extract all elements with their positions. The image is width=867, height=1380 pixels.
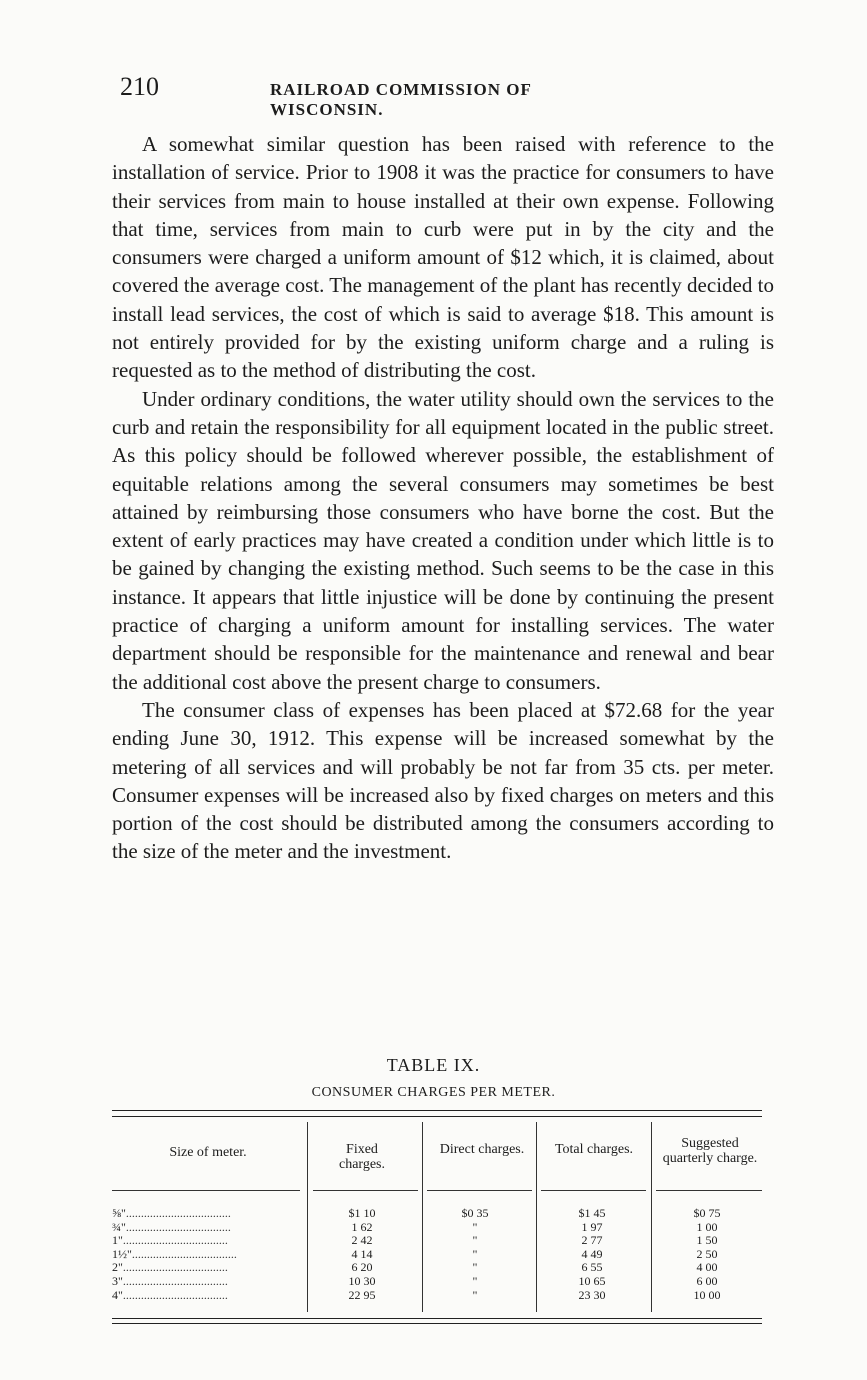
table-bottom-rule-outer (112, 1323, 762, 1324)
total-charge-cell: $1 45 (578, 1206, 606, 1220)
table-bottom-rule (112, 1318, 762, 1319)
direct-charge-cell: " (472, 1219, 478, 1234)
direct-charge-cell: " (472, 1273, 478, 1288)
paragraph-utility-ownership: Under ordinary conditions, the water utility should own the services to the curb and retain the responsibility for all equipment located in the public street. As this policy should be followed wherever possible, the establishment of equitable relations among the several consumers may sometimes be best attained by reimbursing those consumers who have borne the cost. But the extent of early practices may have created a condition under which little is to be gained by changing the existing method. Such seems to be the case in this instance. It appears that little injustice will be done by continuing the present practice of charging a uniform amount for installing services. The water department should be responsible for the maintenance and renewal and bear the additional cost above the present charge to consumers. (112, 386, 774, 694)
total-charge-cell: 1 97 (581, 1219, 603, 1234)
total-charge-cell: 6 55 (581, 1260, 603, 1275)
running-head: RAILROAD COMMISSION OF WISCONSIN. (270, 80, 532, 119)
body-text (112, 130, 774, 866)
column-divider (307, 1122, 308, 1312)
header-underline (656, 1190, 762, 1191)
meter-size: 1½" (112, 1247, 132, 1261)
column-header-direct: Direct charges. (439, 1142, 525, 1157)
table-row (112, 1207, 304, 1221)
dot-leader: ................................... (122, 1274, 228, 1288)
direct-charge-cell: " (472, 1233, 478, 1248)
page-number: 210 (120, 72, 159, 101)
dot-leader: ................................... (131, 1247, 237, 1261)
suggested-charge-cell: 4 00 (696, 1260, 718, 1275)
fixed-charge-cell: 2 42 (351, 1233, 373, 1248)
meter-size: 2" (112, 1261, 123, 1275)
total-charges-column (547, 1207, 637, 1302)
table-row (112, 1261, 304, 1275)
column-header-total: Total charges. (554, 1142, 634, 1157)
suggested-charge-cell: $0 75 (693, 1206, 721, 1220)
header-underline (427, 1190, 532, 1191)
meter-size: 1" (112, 1234, 123, 1248)
column-divider (651, 1122, 652, 1312)
fixed-charges-column (317, 1207, 407, 1302)
column-header-size: Size of meter. (169, 1145, 247, 1160)
direct-charges-column (430, 1207, 520, 1302)
table-subtitle: CONSUMER CHARGES PER METER. (311, 1085, 556, 1100)
table-row (112, 1221, 304, 1235)
total-charge-cell: 10 65 (578, 1273, 606, 1288)
suggested-charge-cell: 6 00 (696, 1273, 718, 1288)
dot-leader: ................................... (125, 1220, 231, 1234)
fixed-charge-cell: 1 62 (351, 1219, 373, 1234)
fixed-charge-cell: 4 14 (351, 1246, 373, 1261)
table-row (112, 1248, 304, 1262)
dot-leader: ................................... (125, 1207, 231, 1220)
column-divider (536, 1122, 537, 1312)
fixed-charge-cell: 10 30 (348, 1273, 376, 1288)
column-divider (422, 1122, 423, 1312)
size-column (112, 1207, 304, 1302)
header-underline (112, 1190, 300, 1191)
total-charge-cell: 4 49 (581, 1246, 603, 1261)
table-title: TABLE IX. (386, 1055, 481, 1075)
paragraph-consumer-expenses: The consumer class of expenses has been placed at $72.68 for the year ending June 30, 1912. This expense will be increased somewhat by the metering of all services and will probably be not far from 35 cts. per meter. Consumer expenses will be increased also by fixed charges on meters and this portion of the cost should be distributed among the consumers according to the size of the meter and the investment. (112, 697, 774, 864)
dot-leader: ................................... (122, 1288, 228, 1302)
direct-charge-cell: " (472, 1287, 478, 1302)
meter-size: 4" (112, 1288, 123, 1302)
fixed-charge-cell: $1 10 (348, 1206, 376, 1220)
column-header-suggested: Suggested quarterly charge. (662, 1136, 758, 1166)
total-charge-cell: 23 30 (578, 1287, 606, 1302)
suggested-charge-column (662, 1207, 752, 1302)
header-underline (313, 1190, 418, 1191)
meter-size: ⅝" (112, 1207, 126, 1220)
suggested-charge-cell: 10 00 (693, 1287, 721, 1302)
page-header (120, 72, 640, 119)
direct-charge-cell: $0 35 (461, 1206, 489, 1220)
fixed-charge-cell: 6 20 (351, 1260, 373, 1275)
dot-leader: ................................... (122, 1261, 228, 1275)
column-header-fixed: Fixed charges. (339, 1142, 385, 1172)
table-row (112, 1289, 304, 1303)
dot-leader: ................................... (122, 1234, 228, 1248)
direct-charge-cell: " (472, 1246, 478, 1261)
meter-size: 3" (112, 1274, 123, 1288)
fixed-charge-cell: 22 95 (348, 1287, 376, 1302)
paragraph-service-installation: A somewhat similar question has been raised with reference to the installation of service. Prior to 1908 it was the practice for consumers to have their services from main to house installed at their own expense. Following that time, services from main to curb were put in by the city and the consumers were charged a uniform amount of $12 which, it is claimed, about covered the average cost. The management of the plant has recently decided to install lead services, the cost of which is said to average $18. This amount is not entirely provided for by the existing uniform charge and a ruling is requested as to the method of distributing the cost. (112, 132, 774, 383)
total-charge-cell: 2 77 (581, 1233, 603, 1248)
header-underline (541, 1190, 646, 1191)
table-top-rule-inner (112, 1116, 762, 1117)
table-row (112, 1234, 304, 1248)
direct-charge-cell: " (472, 1260, 478, 1275)
suggested-charge-cell: 1 50 (696, 1233, 718, 1248)
suggested-charge-cell: 2 50 (696, 1246, 718, 1261)
meter-size: ¾" (112, 1220, 126, 1234)
table-top-rule (112, 1110, 762, 1111)
table-row (112, 1275, 304, 1289)
suggested-charge-cell: 1 00 (696, 1219, 718, 1234)
